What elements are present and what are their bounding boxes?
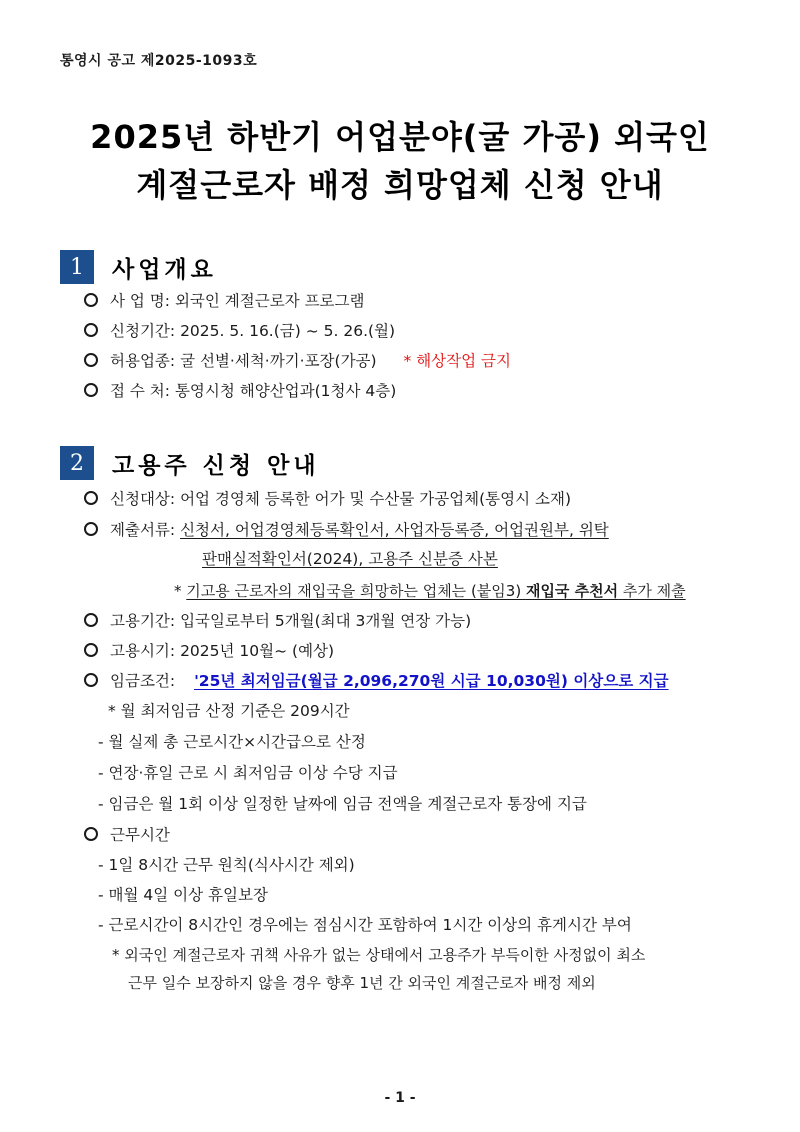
required-docs-row-2 [202,548,498,570]
item-value: 외국인 계절근로자 프로그램 [174,292,365,310]
wage-note-1: * 월 최저임금 산정 기준은 209시간 [108,702,350,720]
wage-condition-row [84,670,669,692]
circle-bullet-icon [84,353,98,367]
item-label: 임금조건: [110,672,176,690]
section-2-title: 고용주 신청 안내 [112,452,320,479]
sea-work-warning: * 해상작업 금지 [403,352,511,370]
item-value: 2025년 10월~ (예상) [180,642,335,660]
circle-bullet-icon [84,827,98,841]
wage-note-3: - 연장·휴일 근로 시 최저임금 이상 수당 지급 [98,764,398,782]
reception-office-row [84,380,396,402]
employment-period-row [84,610,471,632]
penalty-note-1: * 외국인 계절근로자 귀책 사유가 없는 상태에서 고용주가 부득이한 사정없이 최소 [112,946,646,964]
project-name-row [84,290,364,312]
section-1-header [60,250,217,284]
circle-bullet-icon [84,613,98,627]
circle-bullet-icon [84,383,98,397]
circle-bullet-icon [84,522,98,536]
circle-bullet-icon [84,323,98,337]
penalty-note-2: 근무 일수 보장하지 않을 경우 향후 1년 간 외국인 계절근로자 배정 제외 [128,974,596,992]
item-value: 판매실적확인서(2024), 고용주 신분증 사본 [202,550,498,568]
work-note-1: - 1일 8시간 근무 원칙(식사시간 제외) [98,856,355,874]
section-2-number: 2 [60,446,94,480]
item-label: 신청기간: [110,322,176,340]
item-value: 입국일로부터 5개월(최대 3개월 연장 가능) [180,612,472,630]
item-label: 접 수 처: [110,382,170,400]
page-number: - 1 - [384,1090,416,1106]
note-main: 기고용 근로자의 재입국을 희망하는 업체는 (붙임3) [186,582,526,600]
item-value: 통영시청 해양산업과(1청사 4층) [174,382,397,400]
document-title-line1: 2025년 하반기 어업분야(굴 가공) 외국인 [90,118,710,156]
section-1-number: 1 [60,250,94,284]
work-note-3: - 근로시간이 8시간인 경우에는 점심시간 포함하여 1시간 이상의 휴게시간 부여 [98,916,632,934]
section-1-title: 사업개요 [112,256,217,283]
eligibility-row [84,488,571,510]
section-2-header [60,446,320,480]
item-value: 굴 선별·세척·까기·포장(가공) [180,352,377,370]
working-hours-row [84,824,170,846]
item-label: 허용업종: [110,352,176,370]
item-label: 고용시기: [110,642,176,660]
circle-bullet-icon [84,293,98,307]
circle-bullet-icon [84,673,98,687]
circle-bullet-icon [84,491,98,505]
wage-note-2: - 월 실제 총 근로시간×시간급으로 산정 [98,733,366,751]
item-value: 2025. 5. 16.(금) ~ 5. 26.(월) [180,322,396,340]
required-docs-row [84,519,609,541]
note-asterisk: * [174,582,187,600]
wage-value: '25년 최저임금(월급 2,096,270원 시급 10,030원) 이상으로 지급 [194,672,669,690]
employment-time-row [84,640,334,662]
item-value: 어업 경영체 등록한 어가 및 수산물 가공업체(통영시 소재) [180,490,572,508]
reentry-note [174,580,686,602]
note-bold: 재입국 추천서 [525,582,619,600]
application-period-row [84,320,395,342]
item-label: 제출서류: [110,521,176,539]
notice-number: 통영시 공고 제2025-1093호 [60,53,258,69]
item-label: 사 업 명: [110,292,170,310]
wage-note-4: - 임금은 월 1회 이상 일정한 날짜에 임금 전액을 계절근로자 통장에 지급 [98,795,587,813]
item-label: 신청대상: [110,490,176,508]
note-suffix: 추가 제출 [618,582,686,600]
item-label: 고용기간: [110,612,176,630]
allowed-industry-row [84,350,511,372]
item-value: 신청서, 어업경영체등록확인서, 사업자등록증, 어업권원부, 위탁 [180,521,609,539]
item-label: 근무시간 [110,826,170,844]
work-note-2: - 매월 4일 이상 휴일보장 [98,886,268,904]
document-title-line2: 계절근로자 배정 희망업체 신청 안내 [136,166,664,204]
circle-bullet-icon [84,643,98,657]
note-text [186,582,685,600]
